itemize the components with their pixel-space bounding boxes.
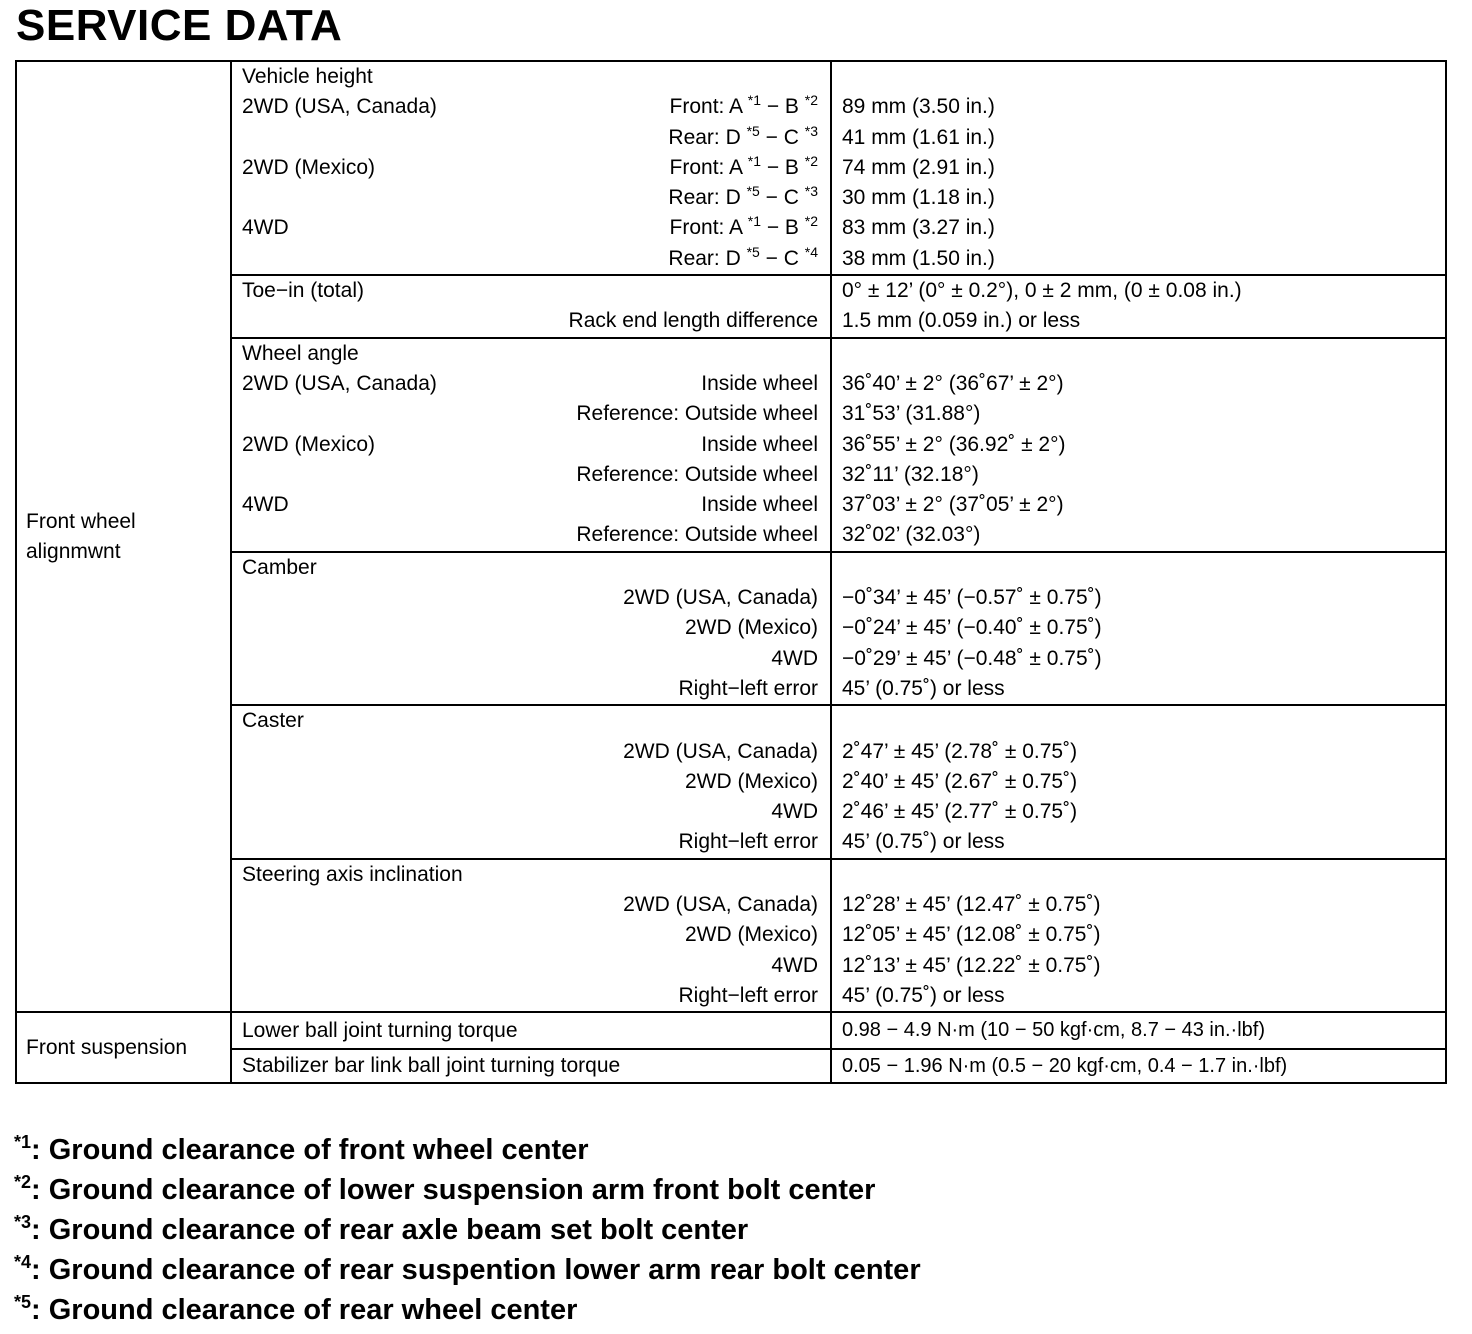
category-label: Front wheel alignmwnt [26, 509, 136, 563]
footnote [14, 1250, 921, 1290]
spec-value: 12˚13’ ± 45’ (12.22˚ ± 0.75˚) [842, 953, 1101, 977]
model-label: 2WD (USA, Canada) [242, 371, 437, 395]
spec-value: 38 mm (1.50 in.) [842, 246, 995, 270]
measure-label: Front: A $^{*1}$ − B $^{*2}$ [669, 213, 818, 240]
caster-section [16, 705, 1446, 858]
table-row [232, 490, 830, 520]
measure-label: Reference: Outside wheel [576, 402, 818, 426]
measure-label: Lower ball joint turning torque [242, 1019, 518, 1043]
footnote-text: : Ground clearance of front wheel center [31, 1134, 589, 1166]
table-row [232, 890, 830, 920]
spec-value: 30 mm (1.18 in.) [842, 186, 995, 210]
footnote-mark: *4 [14, 1252, 32, 1272]
category-label: Front suspension [26, 1035, 188, 1059]
table-row [232, 213, 830, 243]
measure-label: Inside wheel [701, 493, 818, 517]
measure-label: Rear: D $^{*5}$ − C $^{*4}$ [668, 243, 818, 270]
caster-labels [231, 705, 831, 858]
table-row [232, 369, 830, 399]
steering-axis-values [831, 859, 1446, 1012]
table-row [232, 92, 830, 122]
measure-label: Right−left error [678, 830, 818, 854]
steering-axis-section [16, 859, 1446, 1012]
measure-label: 2WD (USA, Canada) [623, 739, 818, 763]
measure-label: Stabilizer bar link ball joint turning torque [242, 1054, 621, 1078]
table-row [232, 737, 830, 767]
section-heading: Vehicle height [242, 65, 373, 88]
camber-section [16, 552, 1446, 705]
measure-label: Reference: Outside wheel [576, 462, 818, 486]
spec-value: 45’ (0.75˚) or less [842, 830, 1005, 854]
spec-value: 0° ± 12’ (0° ± 0.2°), 0 ± 2 mm, (0 ± 0.08 in.) [842, 279, 1242, 303]
spec-value: 2˚46’ ± 45’ (2.77˚ ± 0.75˚) [842, 800, 1078, 824]
footnote [14, 1210, 921, 1250]
front-suspension-row-1 [16, 1012, 1446, 1049]
measure-label: 2WD (Mexico) [684, 616, 818, 640]
toe-in-labels [231, 275, 831, 338]
model-label: 4WD [242, 493, 289, 517]
category-front-suspension [16, 1012, 231, 1083]
spec-value: 74 mm (2.91 in.) [842, 155, 995, 179]
table-row [232, 399, 830, 429]
camber-values [831, 552, 1446, 705]
measure-label: Right−left error [678, 676, 818, 700]
spec-value: 31˚53’ (31.88°) [842, 402, 981, 426]
table-row [232, 767, 830, 797]
footnote-mark: *5 [14, 1292, 32, 1312]
measure-label: Front: A $^{*1}$ − B $^{*2}$ [669, 152, 818, 179]
footnote [14, 1170, 921, 1210]
section-heading: Wheel angle [242, 341, 359, 365]
suspension-label-cell [231, 1049, 831, 1083]
table-row [232, 674, 830, 704]
wheel-angle-values [831, 338, 1446, 552]
measure-label: Inside wheel [701, 432, 818, 456]
vehicle-height-values [831, 61, 1446, 275]
spec-value: 45’ (0.75˚) or less [842, 983, 1005, 1007]
spec-value: 45’ (0.75˚) or less [842, 676, 1005, 700]
spec-value: 83 mm (3.27 in.) [842, 216, 995, 240]
table-row [232, 920, 830, 950]
section-heading: Camber [242, 555, 317, 579]
vehicle-height-labels [231, 61, 831, 275]
spec-value: 36˚55’ ± 2° (36.92˚ ± 2°) [842, 432, 1066, 456]
measure-label: 2WD (Mexico) [684, 923, 818, 947]
wheel-angle-labels [231, 338, 831, 552]
measure-label: 2WD (Mexico) [684, 769, 818, 793]
camber-labels [231, 552, 831, 705]
measure-label: Reference: Outside wheel [576, 523, 818, 547]
table-row [232, 153, 830, 183]
table-row [232, 583, 830, 613]
table-row [232, 797, 830, 827]
measure-label: Rear: D $^{*5}$ − C $^{*3}$ [668, 183, 818, 210]
page-title: SERVICE DATA [16, 1, 343, 50]
spec-value: −0˚34’ ± 45’ (−0.57˚ ± 0.75˚) [842, 586, 1102, 610]
suspension-label-cell [231, 1012, 831, 1049]
table-row [232, 183, 830, 213]
table-row [232, 460, 830, 490]
measure-label: 4WD [771, 800, 818, 824]
measure-label: Rear: D $^{*5}$ − C $^{*3}$ [668, 122, 818, 149]
section-heading: Caster [242, 709, 304, 733]
footnote [14, 1130, 921, 1170]
spec-value: 36˚40’ ± 2° (36˚67’ ± 2°) [842, 371, 1064, 395]
table-row [232, 520, 830, 550]
spec-value: 12˚28’ ± 45’ (12.47˚ ± 0.75˚) [842, 893, 1101, 917]
footnote-mark: *1 [14, 1132, 32, 1152]
table-row [232, 981, 830, 1011]
spec-value: 41 mm (1.61 in.) [842, 125, 995, 149]
footnote-text: : Ground clearance of rear wheel center [31, 1294, 578, 1326]
measure-label: 4WD [771, 953, 818, 977]
spec-value: 12˚05’ ± 45’ (12.08˚ ± 0.75˚) [842, 923, 1101, 947]
table-row [232, 613, 830, 643]
spec-value: 0.98 − 4.9 N·m (10 − 50 kgf·cm, 8.7 − 43 in.·lbf) [842, 1019, 1265, 1042]
footnote-text: : Ground clearance of lower suspension arm front bolt center [31, 1174, 876, 1206]
spec-value: 32˚11’ (32.18°) [842, 462, 979, 486]
footnote-mark: *3 [14, 1212, 32, 1232]
toe-in-values [831, 275, 1446, 338]
model-label: 2WD (USA, Canada) [242, 95, 437, 119]
model-label: 2WD (Mexico) [242, 432, 376, 456]
spec-value: 0.05 − 1.96 N·m (0.5 − 20 kgf·cm, 0.4 − 1.7 in.·lbf) [842, 1055, 1288, 1078]
measure-label: 4WD [771, 646, 818, 670]
footnotes [14, 1130, 921, 1330]
measure-label: 2WD (USA, Canada) [623, 893, 818, 917]
suspension-value-cell [831, 1012, 1446, 1049]
table-row [232, 827, 830, 857]
spec-value: 32˚02’ (32.03°) [842, 523, 981, 547]
spec-value: 2˚40’ ± 45’ (2.67˚ ± 0.75˚) [842, 769, 1078, 793]
category-front-wheel-alignment [16, 61, 231, 1012]
spec-value: 37˚03’ ± 2° (37˚05’ ± 2°) [842, 493, 1064, 517]
footnote-text: : Ground clearance of rear suspention lower arm rear bolt center [31, 1254, 921, 1286]
caster-values [831, 705, 1446, 858]
measure-label: Rack end length difference [568, 309, 818, 333]
section-heading: Steering axis inclination [242, 862, 463, 886]
suspension-value-cell [831, 1049, 1446, 1083]
service-data-table [15, 60, 1447, 1084]
table-row [232, 951, 830, 981]
front-suspension-row-2 [16, 1049, 1446, 1083]
vehicle-height-section [16, 61, 1446, 275]
model-label: 2WD (Mexico) [242, 155, 376, 179]
spec-value: 2˚47’ ± 45’ (2.78˚ ± 0.75˚) [842, 739, 1078, 763]
measure-label: Inside wheel [701, 371, 818, 395]
section-heading: Toe−in (total) [242, 279, 364, 303]
footnote-mark: *2 [14, 1172, 32, 1192]
table-row [232, 430, 830, 460]
model-label: 4WD [242, 216, 289, 240]
steering-axis-labels [231, 859, 831, 1012]
spec-value: 1.5 mm (0.059 in.) or less [842, 309, 1081, 333]
measure-label: Front: A $^{*1}$ − B $^{*2}$ [669, 92, 818, 119]
spec-value: −0˚24’ ± 45’ (−0.40˚ ± 0.75˚) [842, 616, 1102, 640]
table-row [232, 244, 830, 274]
table-row [232, 644, 830, 674]
measure-label: Right−left error [678, 983, 818, 1007]
wheel-angle-section [16, 338, 1446, 552]
toe-in-section [16, 275, 1446, 338]
spec-value: −0˚29’ ± 45’ (−0.48˚ ± 0.75˚) [842, 646, 1102, 670]
spec-value: 89 mm (3.50 in.) [842, 95, 995, 119]
table-row [232, 123, 830, 153]
measure-label: 2WD (USA, Canada) [623, 586, 818, 610]
footnote [14, 1290, 921, 1330]
footnote-text: : Ground clearance of rear axle beam set bolt center [31, 1214, 749, 1246]
